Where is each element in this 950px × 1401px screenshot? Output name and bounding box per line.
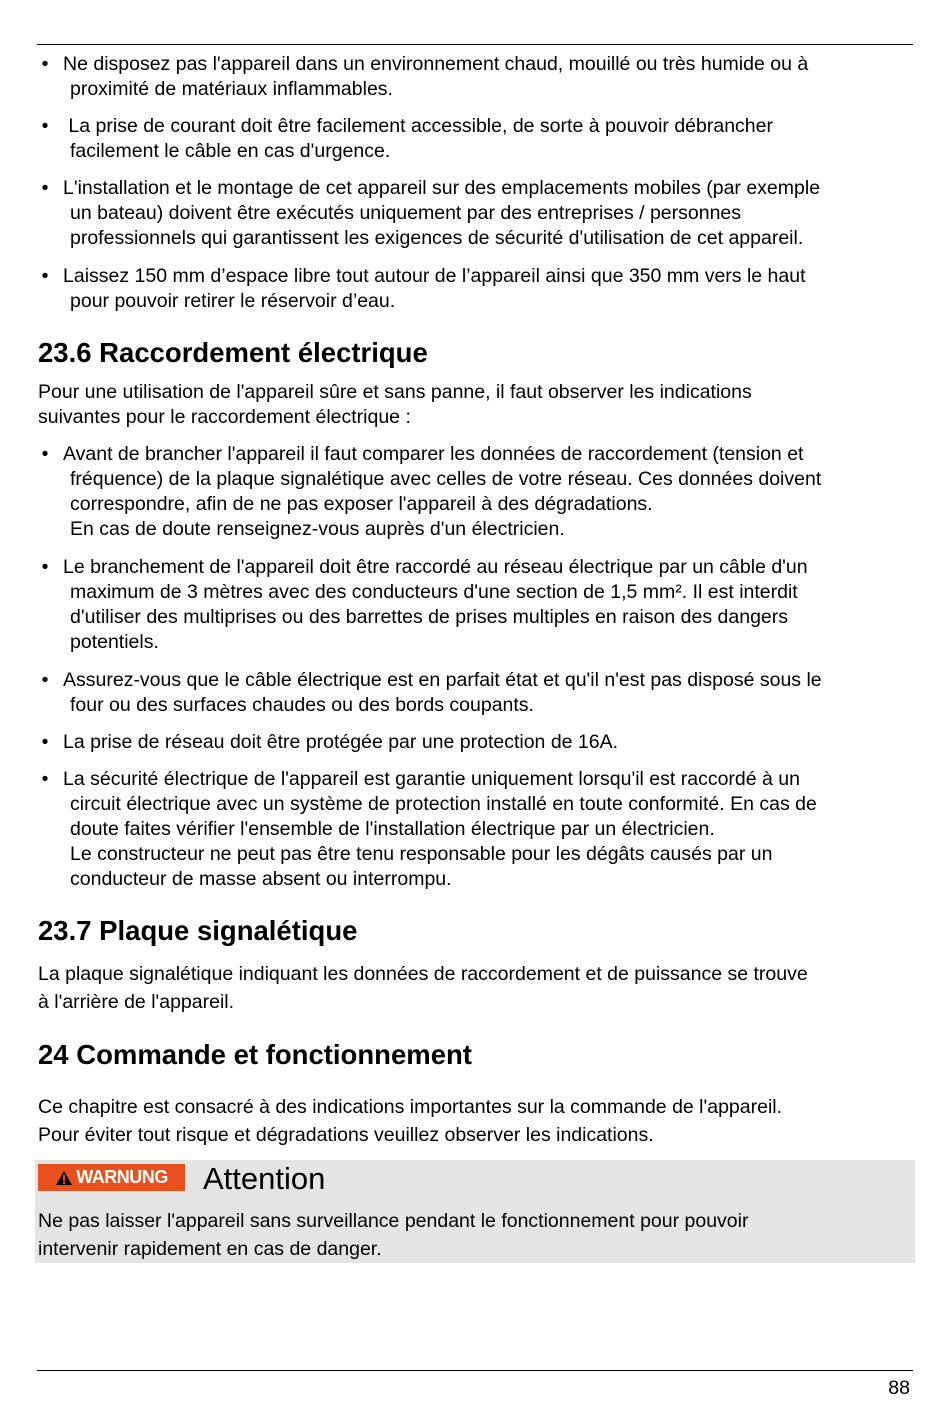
list-item-line: circuit électrique avec un système de protection installé en toute conformité. En cas de xyxy=(70,793,817,815)
list-item xyxy=(38,114,918,164)
paragraph-line: La plaque signalétique indiquant les données de raccordement et de puissance se trouve xyxy=(38,963,808,985)
list-item-line: doute faites vérifier l'ensemble de l'installation électrique par un électricien. xyxy=(70,818,715,840)
section-paragraph xyxy=(38,1093,918,1149)
list-item-line: Ne disposez pas l'appareil dans un environnement chaud, mouillé ou très humide ou à xyxy=(63,53,809,75)
bullet-icon: • xyxy=(41,177,49,199)
list-item-line: facilement le câble en cas d'urgence. xyxy=(70,140,391,162)
paragraph-line: Ne pas laisser l'appareil sans surveillance pendant le fonctionnement pour pouvoir xyxy=(38,1210,749,1232)
paragraph-line: Pour une utilisation de l'appareil sûre et sans panne, il faut observer les indications xyxy=(38,381,752,403)
list-item-line: potentiels. xyxy=(70,631,159,653)
list-item-line: pour pouvoir retirer le réservoir d’eau. xyxy=(70,290,396,312)
list-item xyxy=(38,555,918,655)
list-item-line: correspondre, afin de ne pas exposer l'appareil à des dégradations. xyxy=(70,493,653,515)
paragraph-line: Ce chapitre est consacré à des indications importantes sur la commande de l'appareil. xyxy=(38,1096,783,1118)
list-item-line: proximité de matériaux inflammables. xyxy=(70,78,393,100)
bullet-icon: • xyxy=(41,443,49,465)
list-item-line: La prise de courant doit être facilement accessible, de sorte à pouvoir débrancher xyxy=(63,115,773,137)
bullet-icon: • xyxy=(41,265,49,287)
list-item xyxy=(38,264,918,314)
bullet-icon: • xyxy=(41,669,49,691)
list-item-line: La prise de réseau doit être protégée par une protection de 16A. xyxy=(63,731,619,753)
bullet-icon: • xyxy=(41,768,49,790)
warning-title: Attention xyxy=(203,1161,326,1196)
section-paragraph xyxy=(38,960,918,1016)
header-rule xyxy=(37,44,913,45)
paragraph-line: Pour éviter tout risque et dégradations veuillez observer les indications. xyxy=(38,1124,654,1146)
warning-badge-label: WARNUNG xyxy=(76,1167,168,1187)
paragraph-line: à l'arrière de l'appareil. xyxy=(38,991,235,1013)
section-intro xyxy=(38,380,918,430)
list-item-line: professionnels qui garantissent les exigences de sécurité d'utilisation de cet appareil. xyxy=(70,227,804,249)
list-item-line: four ou des surfaces chaudes ou des bords coupants. xyxy=(70,694,534,716)
paragraph-line: intervenir rapidement en cas de danger. xyxy=(38,1238,382,1260)
list-item xyxy=(38,767,918,892)
warning-badge xyxy=(38,1164,185,1191)
list-item-line: Avant de brancher l'appareil il faut comparer les données de raccordement (tension et xyxy=(63,443,804,465)
warning-text xyxy=(38,1207,748,1263)
list-item-line: d'utiliser des multiprises ou des barrettes de prises multiples en raison des dangers xyxy=(70,606,788,628)
list-item-line: En cas de doute renseignez-vous auprès d'un électricien. xyxy=(70,518,565,540)
paragraph-line: suivantes pour le raccordement électrique : xyxy=(38,406,411,428)
list-item-line: maximum de 3 mètres avec des conducteurs d'une section de 1,5 mm². Il est interdit xyxy=(70,581,798,603)
list-item xyxy=(38,668,918,718)
list-item-line: conducteur de masse absent ou interrompu. xyxy=(70,868,452,890)
list-item-line: Le branchement de l'appareil doit être raccordé au réseau électrique par un câble d'un xyxy=(63,556,808,578)
warning-triangle-icon xyxy=(55,1170,73,1186)
bullet-icon: • xyxy=(41,556,49,578)
bullet-icon: • xyxy=(41,731,49,753)
list-item xyxy=(38,176,918,251)
list-item-line: un bateau) doivent être exécutés uniquement par des entreprises / personnes xyxy=(70,202,742,224)
list-item-line: L'installation et le montage de cet appareil sur des emplacements mobiles (par exemple xyxy=(63,177,821,199)
list-item xyxy=(38,52,918,102)
bullet-icon: • xyxy=(41,53,49,75)
bullet-icon: • xyxy=(41,115,49,137)
page-number: 88 xyxy=(888,1377,910,1399)
list-item-line: Laissez 150 mm d’espace libre tout autour de l’appareil ainsi que 350 mm vers le haut xyxy=(63,265,806,287)
list-item xyxy=(38,442,918,542)
list-item-line: La sécurité électrique de l'appareil est garantie uniquement lorsqu'il est raccordé à un xyxy=(63,768,800,790)
footer-rule xyxy=(37,1370,913,1371)
list-item xyxy=(38,730,918,755)
list-item-line: Le constructeur ne peut pas être tenu responsable pour les dégâts causés par un xyxy=(70,843,773,865)
section-heading-23-7: 23.7 Plaque signalétique xyxy=(38,915,358,946)
list-item-line: Assurez-vous que le câble électrique est en parfait état et qu'il n'est pas disposé sous le xyxy=(63,669,822,691)
list-item-line: fréquence) de la plaque signalétique avec celles de votre réseau. Ces données doivent xyxy=(70,468,822,490)
section-heading-23-6: 23.6 Raccordement électrique xyxy=(38,337,428,368)
section-heading-24: 24 Commande et fonctionnement xyxy=(38,1039,472,1070)
warning-box xyxy=(35,1160,915,1263)
